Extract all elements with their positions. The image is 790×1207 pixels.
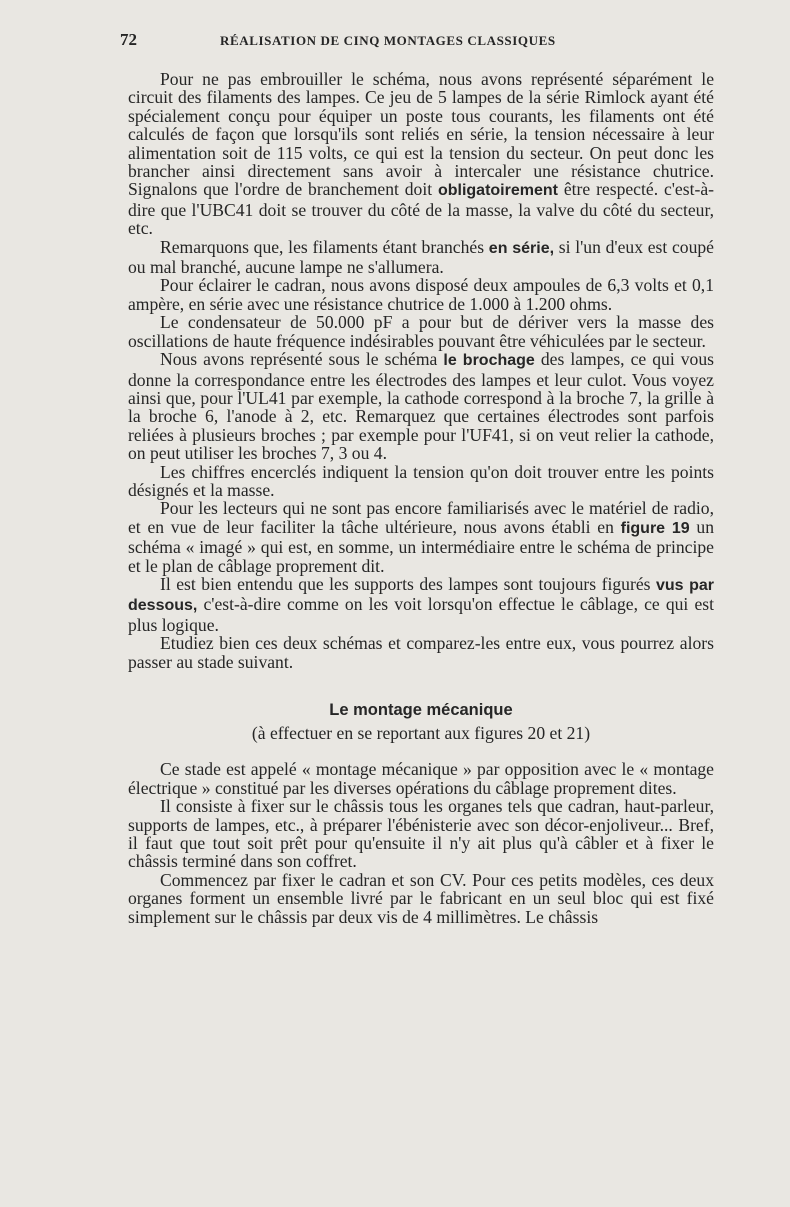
paragraph: Pour ne pas embrouiller le schéma, nous avons représenté séparément le circuit des filaments des lampes. Ce jeu de 5 lampes de la série Rimlock ayant été spécialement conçu pour équiper un poste tous courants, les filaments ont été calculés de façon que lorsqu'ils sont reliés en série, la tension nécessaire à leur alimentation soit de 115 volts, ce qui est la tension du secteur. On peut donc les brancher ainsi directement sans avoir à intercaler une résistance chutrice. Signalons que l'ordre de branchement doit obligatoirement être respecté. c'est-à-dire que l'UBC41 doit se trouver du côté de la masse, la valve du côté du secteur, etc.	[128, 69, 714, 239]
paragraph: Ce stade est appelé « montage mécanique » par opposition avec le « montage électrique » constitué par les diverses opérations du câblage proprement dites.	[128, 759, 714, 798]
page-number: 72	[120, 30, 137, 49]
paragraph: Remarquons que, les filaments étant branchés en série, si l'un d'eux est coupé ou mal branché, aucune lampe ne s'allumera.	[128, 236, 714, 278]
paragraph: Commencez par fixer le cadran et son CV. Pour ces petits modèles, ces deux organes forment un ensemble livré par le fabricant en un seul bloc qui est fixé simplement sur le châssis par deux vis de 4 millimètres. Le châssis	[128, 869, 714, 927]
running-head: RÉALISATION DE CINQ MONTAGES CLASSIQUES	[220, 33, 556, 48]
paragraph: Les chiffres encerclés indiquent la tension qu'on doit trouver entre les points désignés et la masse.	[128, 461, 714, 500]
emphasis: figure 19	[620, 519, 690, 537]
body-text	[128, 70, 714, 926]
emphasis: vus par dessous,	[128, 576, 714, 615]
section-subtitle: (à effectuer en se reportant aux figures 20 et 21)	[251, 723, 591, 743]
paragraph: Le condensateur de 50.000 pF a pour but de dériver vers la masse des oscillations de haute fréquence indésirables pouvant être véhiculées par le secteur.	[128, 312, 714, 351]
paragraph: Pour les lecteurs qui ne sont pas encore familiarisés avec le matériel de radio, et en vue de leur faciliter la tâche ultérieure, nous avons établi en figure 19 un schéma « imagé » qui est, en somme, un intermédiaire entre le schéma de principe et le plan de câblage proprement dit.	[128, 498, 715, 576]
paragraph: Pour éclairer le cadran, nous avons disposé deux ampoules de 6,3 volts et 0,1 ampère, en série avec une résistance chutrice de 1.000 à 1.200 ohms.	[128, 275, 714, 314]
paragraph: Nous avons représenté sous le schéma le brochage des lampes, ce qui vous donne la correspondance entre les électrodes des lampes et leur culot. Vous voyez ainsi que, pour l'UL41 par exemple, la cathode correspond à la broche 7, la grille à la broche 6, l'anode à 2, etc. Remarquez que certaines électrodes sont parfois reliées à plusieurs broches ; par exemple pour l'UF41, si on veut relier la cathode, on peut utiliser les broches 7, 3 ou 4.	[128, 349, 714, 464]
page-header	[120, 30, 720, 54]
emphasis: obligatoirement	[437, 182, 558, 200]
emphasis: en série,	[488, 239, 555, 257]
emphasis: le brochage	[443, 352, 535, 370]
paragraph: Il consiste à fixer sur le châssis tous les organes tels que cadran, haut-parleur, supports de lampes, etc., à préparer l'ébénisterie avec son décor-enjoliveur... Bref, il faut que tout soit prêt pour qu'ensuite il n'y ait plus qu'à câbler et à fixer le châssis terminé dans son coffret.	[128, 796, 714, 872]
paragraph: Il est bien entendu que les supports des lampes sont toujours figurés vus par dessous, c'est-à-dire comme on les voit lorsqu'on effectue le câblage, ce qui est plus logique.	[128, 573, 714, 635]
section-title: Le montage mécanique	[329, 701, 513, 719]
paragraph: Etudiez bien ces deux schémas et comparez-les entre eux, vous pourrez alors passer au stade suivant.	[128, 633, 714, 672]
